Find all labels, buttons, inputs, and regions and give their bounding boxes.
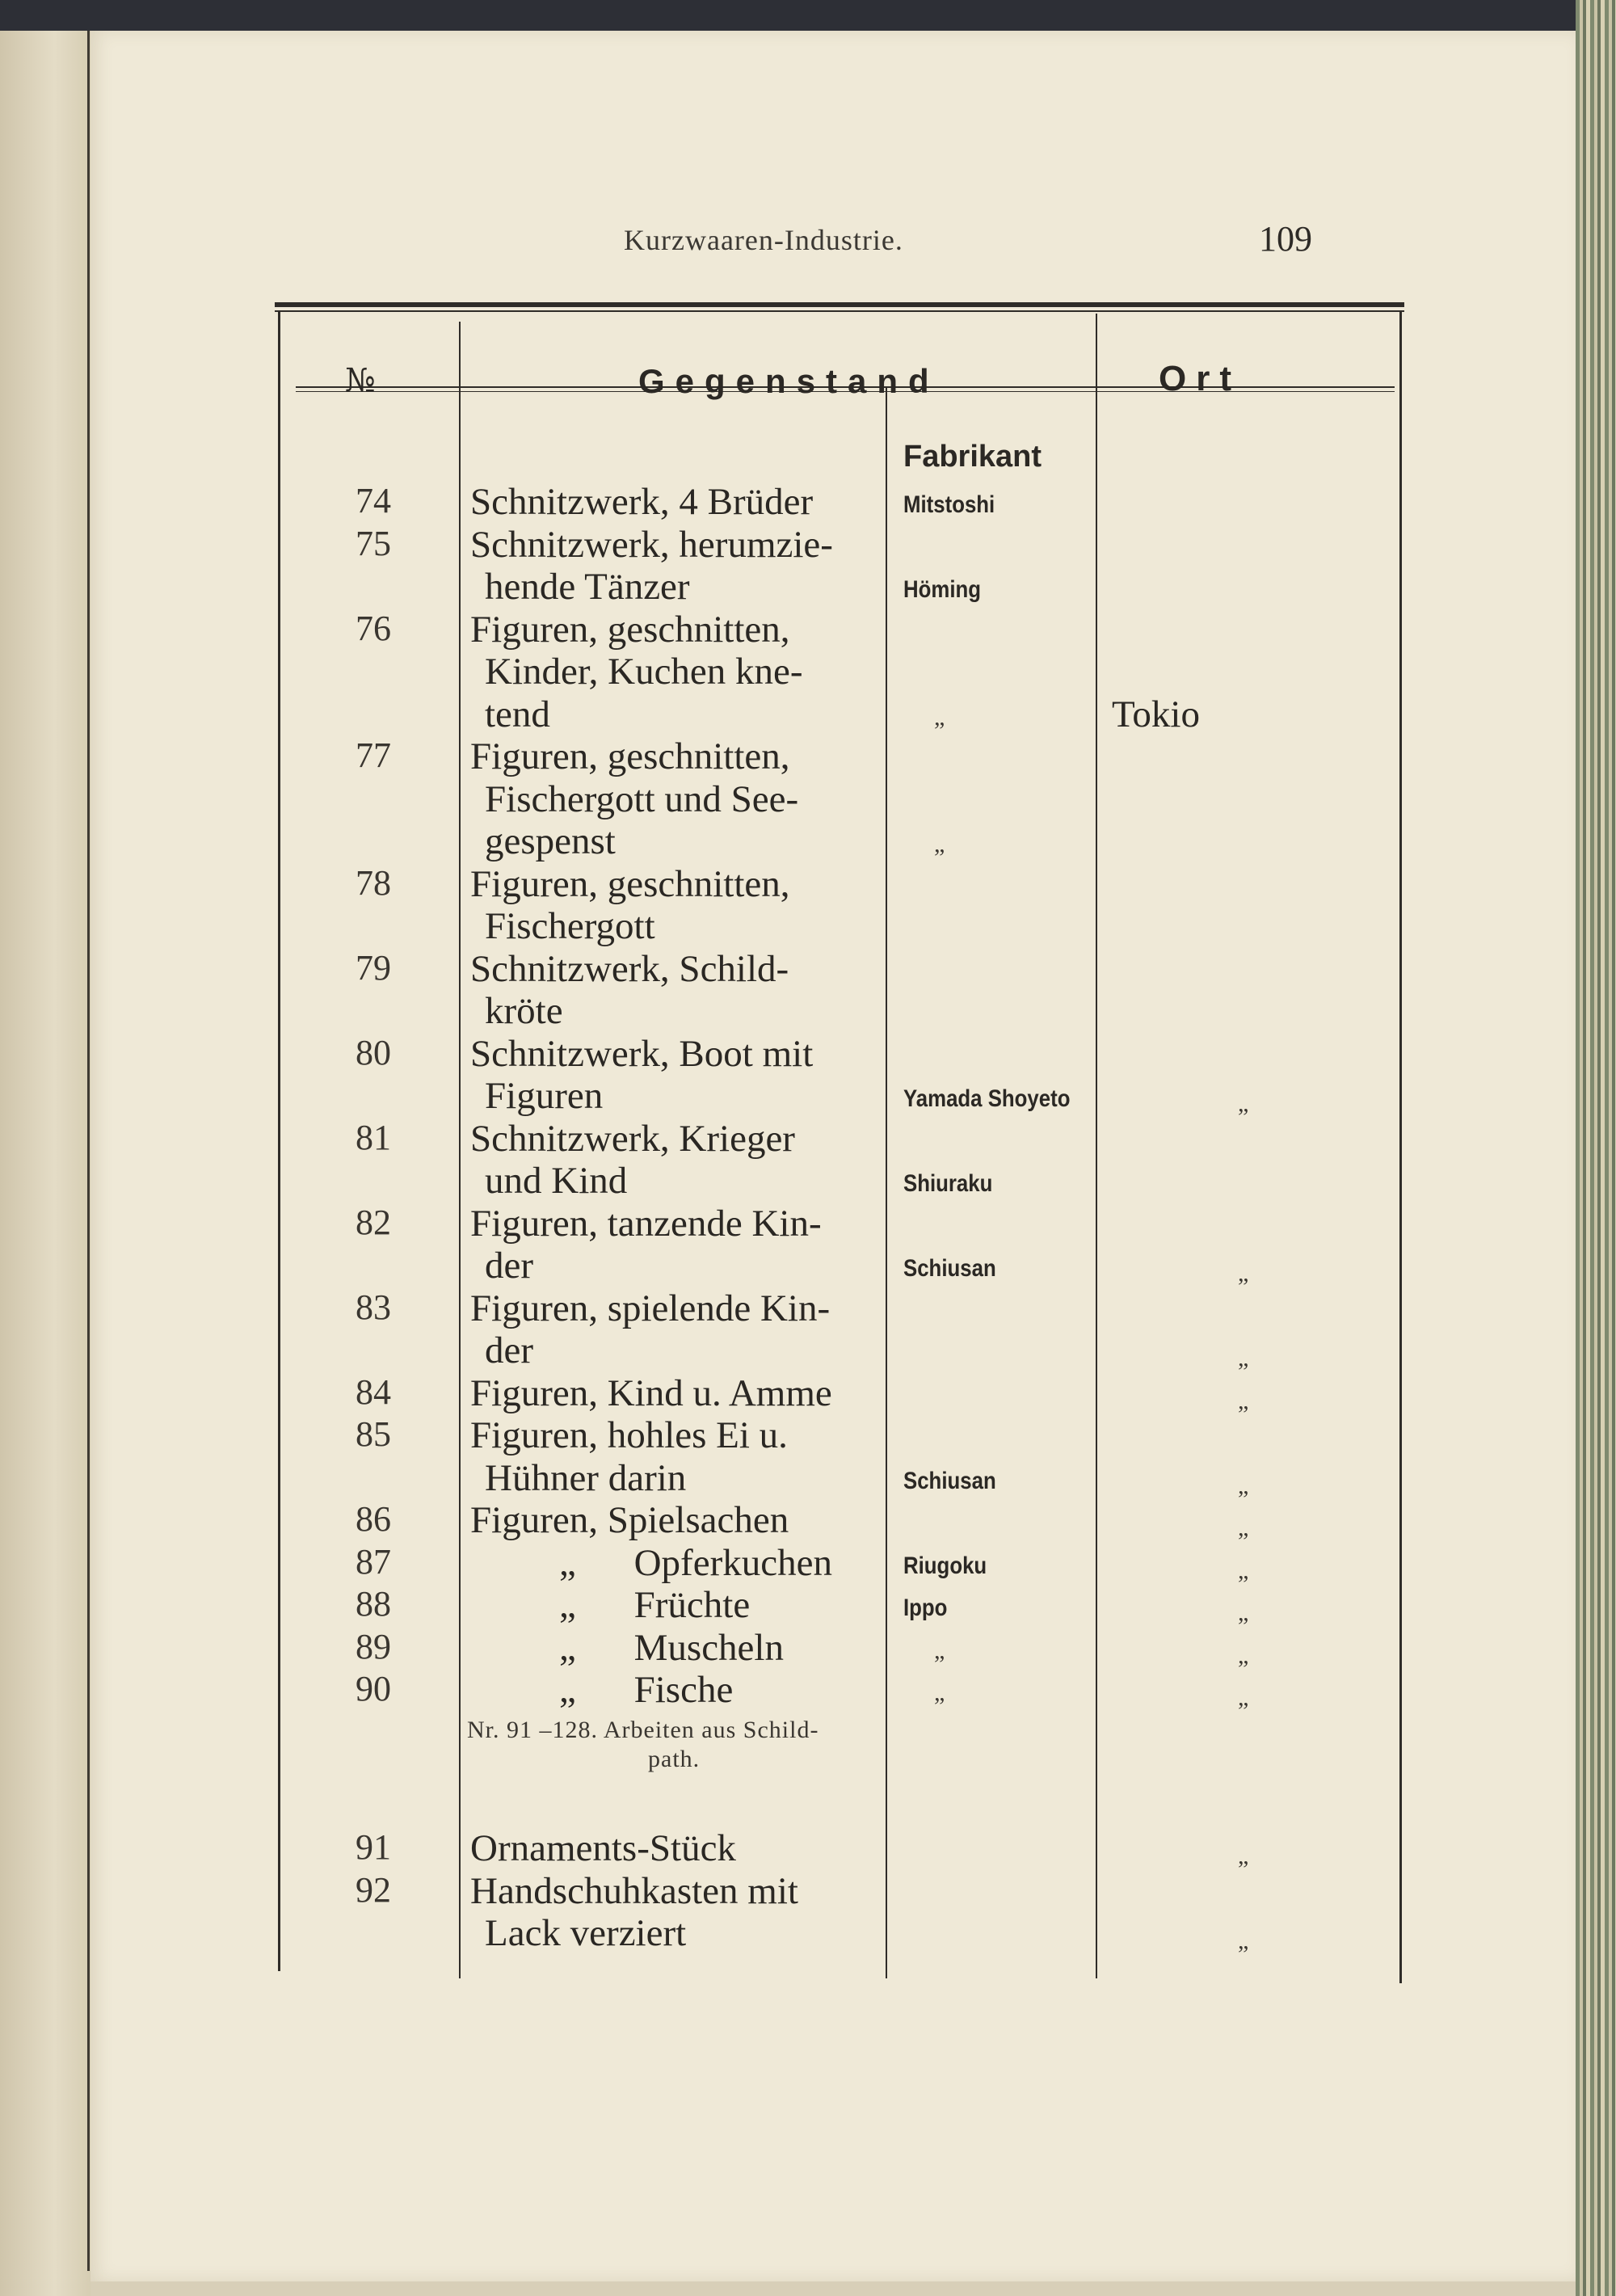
item-description-line: Figuren — [485, 1075, 604, 1117]
item-description-line: Schnitzwerk, herumzie- — [470, 523, 833, 566]
section-note: path. — [648, 1746, 701, 1772]
item-description-line: Lack verziert — [485, 1912, 687, 1954]
item-description-line: Figuren, geschnitten, — [470, 735, 790, 777]
table-left-border — [278, 310, 280, 1971]
fabrikant-ditto-mark: „ — [934, 831, 945, 857]
ort-ditto-mark: „ — [1238, 1843, 1249, 1869]
book-page-edges — [1576, 0, 1616, 2296]
row-number: 74 — [356, 481, 391, 520]
item-description-line: Ornaments-Stück — [470, 1827, 736, 1869]
column-divider-fabrikant — [886, 386, 887, 1978]
row-number: 84 — [356, 1371, 391, 1412]
item-description-line: Figuren, Kind u. Amme — [470, 1371, 832, 1414]
row-number: 89 — [356, 1626, 391, 1666]
item-description-line: „ Früchte — [559, 1584, 751, 1626]
fabrikant-name: Schiusan — [903, 1467, 996, 1494]
ort-ditto-mark: „ — [1238, 1557, 1249, 1584]
row-number: 87 — [356, 1541, 391, 1582]
row-number: 80 — [356, 1032, 391, 1072]
fabrikant-ditto-mark: „ — [934, 703, 945, 731]
ort-ditto-mark: „ — [1238, 1599, 1249, 1626]
ort-ditto-mark: „ — [1238, 1515, 1249, 1541]
fabrikant-name: Shiuraku — [903, 1170, 993, 1197]
fabrikant-name: Yamada Shoyeto — [903, 1085, 1071, 1112]
binding-spine-line — [87, 24, 90, 2271]
row-number: 78 — [356, 862, 391, 903]
column-header-ort: Ort — [1159, 359, 1241, 398]
column-divider-no — [459, 322, 461, 1978]
row-number: 92 — [356, 1869, 391, 1910]
book-page — [90, 31, 1576, 2281]
column-header-gegenstand: Gegenstand — [638, 362, 940, 400]
item-description-line: Schnitzwerk, Schild- — [470, 947, 789, 990]
column-divider-ort — [1096, 314, 1097, 1978]
item-description-line: Schnitzwerk, Boot mit — [470, 1032, 814, 1075]
item-description-line: der — [485, 1245, 534, 1287]
page-number: 109 — [1259, 219, 1312, 259]
row-number: 81 — [356, 1117, 391, 1157]
item-description-line: Fischergott — [485, 905, 655, 947]
fabrikant-name: Höming — [903, 576, 982, 603]
table-top-rule-thin — [275, 310, 1404, 312]
item-description-line: hende Tänzer — [485, 566, 690, 608]
item-description-line: Figuren, spielende Kin- — [470, 1287, 831, 1329]
row-number: 79 — [356, 947, 391, 988]
ort-ditto-mark: „ — [1238, 1260, 1249, 1287]
item-description-line: Hühner darin — [485, 1456, 687, 1499]
table-top-rule-thick — [275, 302, 1404, 307]
item-description-line: Schnitzwerk, 4 Brüder — [470, 481, 814, 523]
book-binding-left — [0, 0, 90, 2296]
ort-ditto-mark: „ — [1238, 1345, 1249, 1371]
item-description-line: „ Muscheln — [559, 1626, 784, 1669]
item-description-line: Figuren, geschnitten, — [470, 608, 790, 651]
running-title: Kurzwaaren-Industrie. — [624, 224, 903, 256]
column-header-fabrikant: Fabrikant — [903, 440, 1042, 474]
item-description-line: Kinder, Kuchen kne- — [485, 651, 803, 693]
item-description-line: Figuren, hohles Ei u. — [470, 1414, 788, 1456]
row-number: 83 — [356, 1287, 391, 1327]
item-description-line: kröte — [485, 990, 563, 1032]
row-number: 77 — [356, 735, 391, 775]
row-number: 91 — [356, 1827, 391, 1867]
fabrikant-ditto-mark: „ — [934, 1679, 945, 1706]
book-top-edge — [0, 0, 1616, 31]
ort-ditto-mark: „ — [1238, 1927, 1249, 1954]
item-description-line: Figuren, tanzende Kin- — [470, 1202, 822, 1245]
item-description-line: „ Opferkuchen — [559, 1541, 832, 1584]
item-description-line: gespenst — [485, 820, 616, 862]
section-note: Nr. 91 –128. Arbeiten aus Schild- — [467, 1717, 819, 1743]
item-description-line: Handschuhkasten mit — [470, 1869, 798, 1912]
row-number: 88 — [356, 1584, 391, 1624]
row-number: 90 — [356, 1669, 391, 1708]
fabrikant-name: Riugoku — [903, 1552, 987, 1579]
item-description-line: Schnitzwerk, Krieger — [470, 1117, 795, 1160]
column-header-no: № — [345, 362, 376, 399]
row-number: 75 — [356, 523, 391, 563]
row-number: 82 — [356, 1202, 391, 1242]
ort-ditto-mark: „ — [1238, 1684, 1249, 1711]
row-number: 86 — [356, 1499, 391, 1539]
item-description-line: Fischergott und See- — [485, 777, 799, 820]
ort-ditto-mark: „ — [1238, 1387, 1249, 1414]
fabrikant-ditto-mark: „ — [934, 1637, 945, 1664]
item-description-line: Figuren, Spielsachen — [470, 1499, 789, 1541]
ort-ditto-mark: „ — [1238, 1090, 1249, 1117]
item-description-line: „ Fische — [559, 1669, 734, 1711]
ort-ditto-mark: „ — [1238, 1472, 1249, 1499]
row-number: 85 — [356, 1414, 391, 1454]
fabrikant-name: Schiusan — [903, 1255, 996, 1282]
item-description-line: Figuren, geschnitten, — [470, 862, 790, 905]
row-number: 76 — [356, 608, 391, 648]
item-description-line: tend — [485, 693, 550, 735]
item-description-line: der — [485, 1329, 534, 1371]
table-right-border — [1399, 310, 1402, 1983]
item-description-line: und Kind — [485, 1160, 628, 1202]
fabrikant-name: Mitstoshi — [903, 491, 995, 518]
ort-ditto-mark: „ — [1238, 1641, 1249, 1669]
ort-name: Tokio — [1112, 693, 1200, 735]
fabrikant-name: Ippo — [903, 1595, 948, 1621]
